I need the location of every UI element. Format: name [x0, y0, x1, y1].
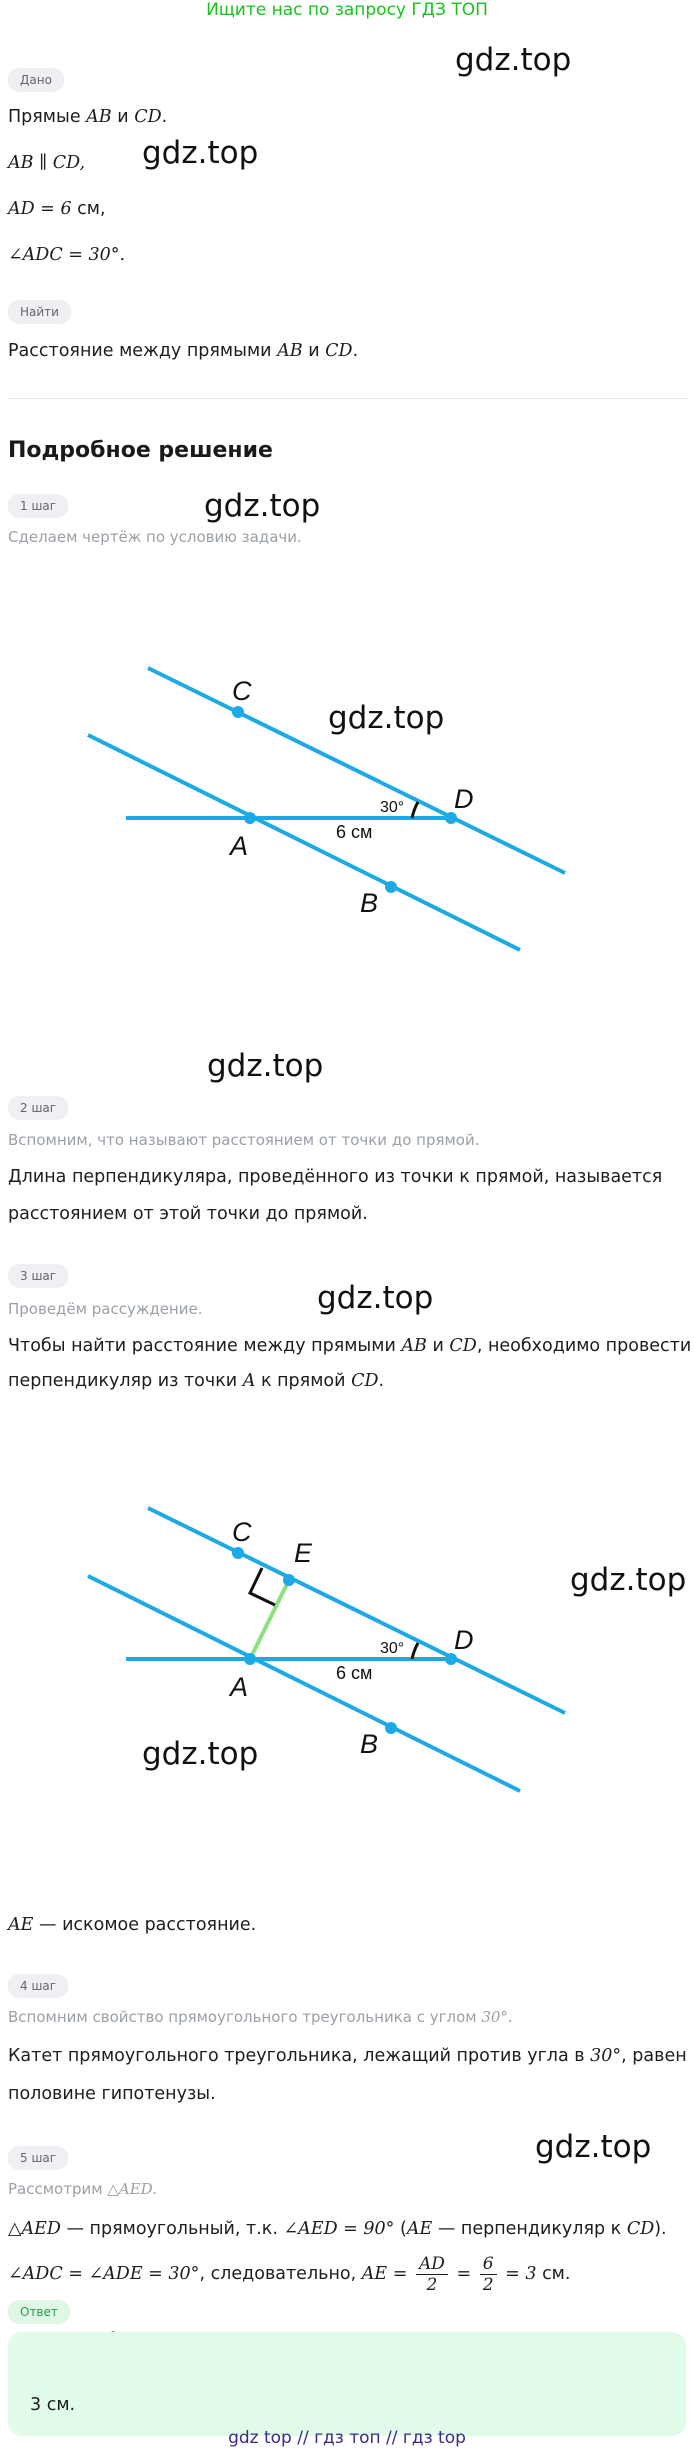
label-b: B [360, 888, 379, 918]
step-1-tag: 1 шаг [8, 494, 68, 518]
find-text: Расстояние между прямыми AB и CD. [8, 341, 359, 361]
solution-heading: Подробное решение [8, 438, 273, 463]
step-2-note: Вспомним, что называют расстоянием от точки до прямой. [8, 1131, 480, 1149]
line-cd [148, 668, 565, 873]
point-c [232, 706, 244, 718]
label-c: C [232, 1517, 252, 1547]
watermark: gdz.top [328, 700, 445, 736]
label-e: E [294, 1538, 313, 1568]
step-4-line-1: Катет прямоугольного треугольника, лежащий против угла в 30°, равен [8, 2046, 687, 2066]
line-ab [88, 735, 520, 950]
search-banner[interactable]: Ищите нас по запросу ГДЗ ТОП [206, 0, 488, 20]
figure-1 [88, 668, 565, 950]
step-3-note: Проведём рассуждение. [8, 1300, 203, 1318]
point-a [244, 1653, 256, 1665]
step-5-line-2: ∠ADC = ∠ADE = 30°, следовательно, AE = $\frac{AD}{2}$ = $\frac{6}{2}$ = 3 см. [8, 2253, 571, 2295]
answer-box [8, 2332, 686, 2436]
label-b: B [360, 1729, 379, 1759]
watermark: gdz.top [142, 135, 259, 171]
watermark: gdz.top [207, 1048, 324, 1084]
footer-links[interactable]: gdz top // гдз топ // гдз top [228, 2428, 466, 2448]
given-tag: Дано [8, 68, 64, 92]
label-a: A [230, 1672, 249, 1702]
answer-value: 3 см. [30, 2395, 76, 2415]
step-3-tag: 3 шаг [8, 1264, 68, 1288]
step-5-line-1: △AED — прямоугольный, т.к. ∠AED = 90° (AE — перпендикуляр к CD). [8, 2219, 667, 2239]
angle-arc [412, 802, 418, 818]
point-b [385, 881, 397, 893]
right-angle-mark [250, 1568, 275, 1605]
point-a [244, 812, 256, 824]
answer-tag: Ответ [8, 2300, 70, 2324]
watermark: gdz.top [455, 42, 572, 78]
fraction-ad-2: $\frac{AD}{2}$ [416, 2254, 448, 2295]
watermark: gdz.top [204, 488, 321, 524]
step-5-note: Рассмотрим △AED. [8, 2180, 157, 2198]
label-c: C [232, 676, 252, 706]
step-5-tag: 5 шаг [8, 2146, 68, 2170]
given-line-2: AB ∥ CD, [8, 153, 86, 173]
point-e [283, 1574, 295, 1586]
angle-arc [412, 1643, 418, 1659]
step-4-tag: 4 шаг [8, 1974, 68, 1998]
angle-label: 30° [380, 799, 405, 816]
step-4-note: Вспомним свойство прямоугольного треугольника с углом 30°. [8, 2008, 513, 2026]
line-ab [88, 1576, 520, 1791]
step-3-line-2: перпендикуляр из точки A к прямой CD. [8, 1371, 385, 1391]
angle-label: 30° [380, 1640, 405, 1657]
point-b [385, 1722, 397, 1734]
watermark: gdz.top [570, 1562, 687, 1598]
step-4-line-2: половине гипотенузы. [8, 2084, 216, 2104]
step-2-line-2: расстоянием от этой точки до прямой. [8, 1204, 368, 1224]
step-1-note: Сделаем чертёж по условию задачи. [8, 528, 302, 546]
label-a: A [230, 831, 249, 861]
given-line-1: Прямые AB и CD. [8, 107, 168, 127]
step-2-line-1: Длина перпендикуляра, проведённого из точки к прямой, называется [8, 1167, 663, 1187]
given-line-3: AD = 6 см, [8, 199, 106, 219]
step-3-line-1: Чтобы найти расстояние между прямыми AB и CD, необходимо провести [8, 1336, 692, 1356]
figure-2 [88, 1508, 565, 1791]
watermark: gdz.top [535, 2129, 652, 2165]
label-d: D [454, 784, 474, 814]
watermark: gdz.top [142, 1736, 259, 1772]
perpendicular-ae [250, 1580, 289, 1659]
point-c [232, 1547, 244, 1559]
find-tag: Найти [8, 300, 71, 324]
given-line-4: ∠ADC = 30°. [8, 245, 126, 265]
step-3-conclusion: AE — искомое расстояние. [8, 1915, 257, 1935]
step-2-tag: 2 шаг [8, 1096, 68, 1120]
watermark: gdz.top [317, 1280, 434, 1316]
label-d: D [454, 1625, 474, 1655]
length-label: 6 см [336, 822, 373, 842]
fraction-6-2: $\frac{6}{2}$ [480, 2254, 497, 2295]
length-label: 6 см [336, 1663, 373, 1683]
